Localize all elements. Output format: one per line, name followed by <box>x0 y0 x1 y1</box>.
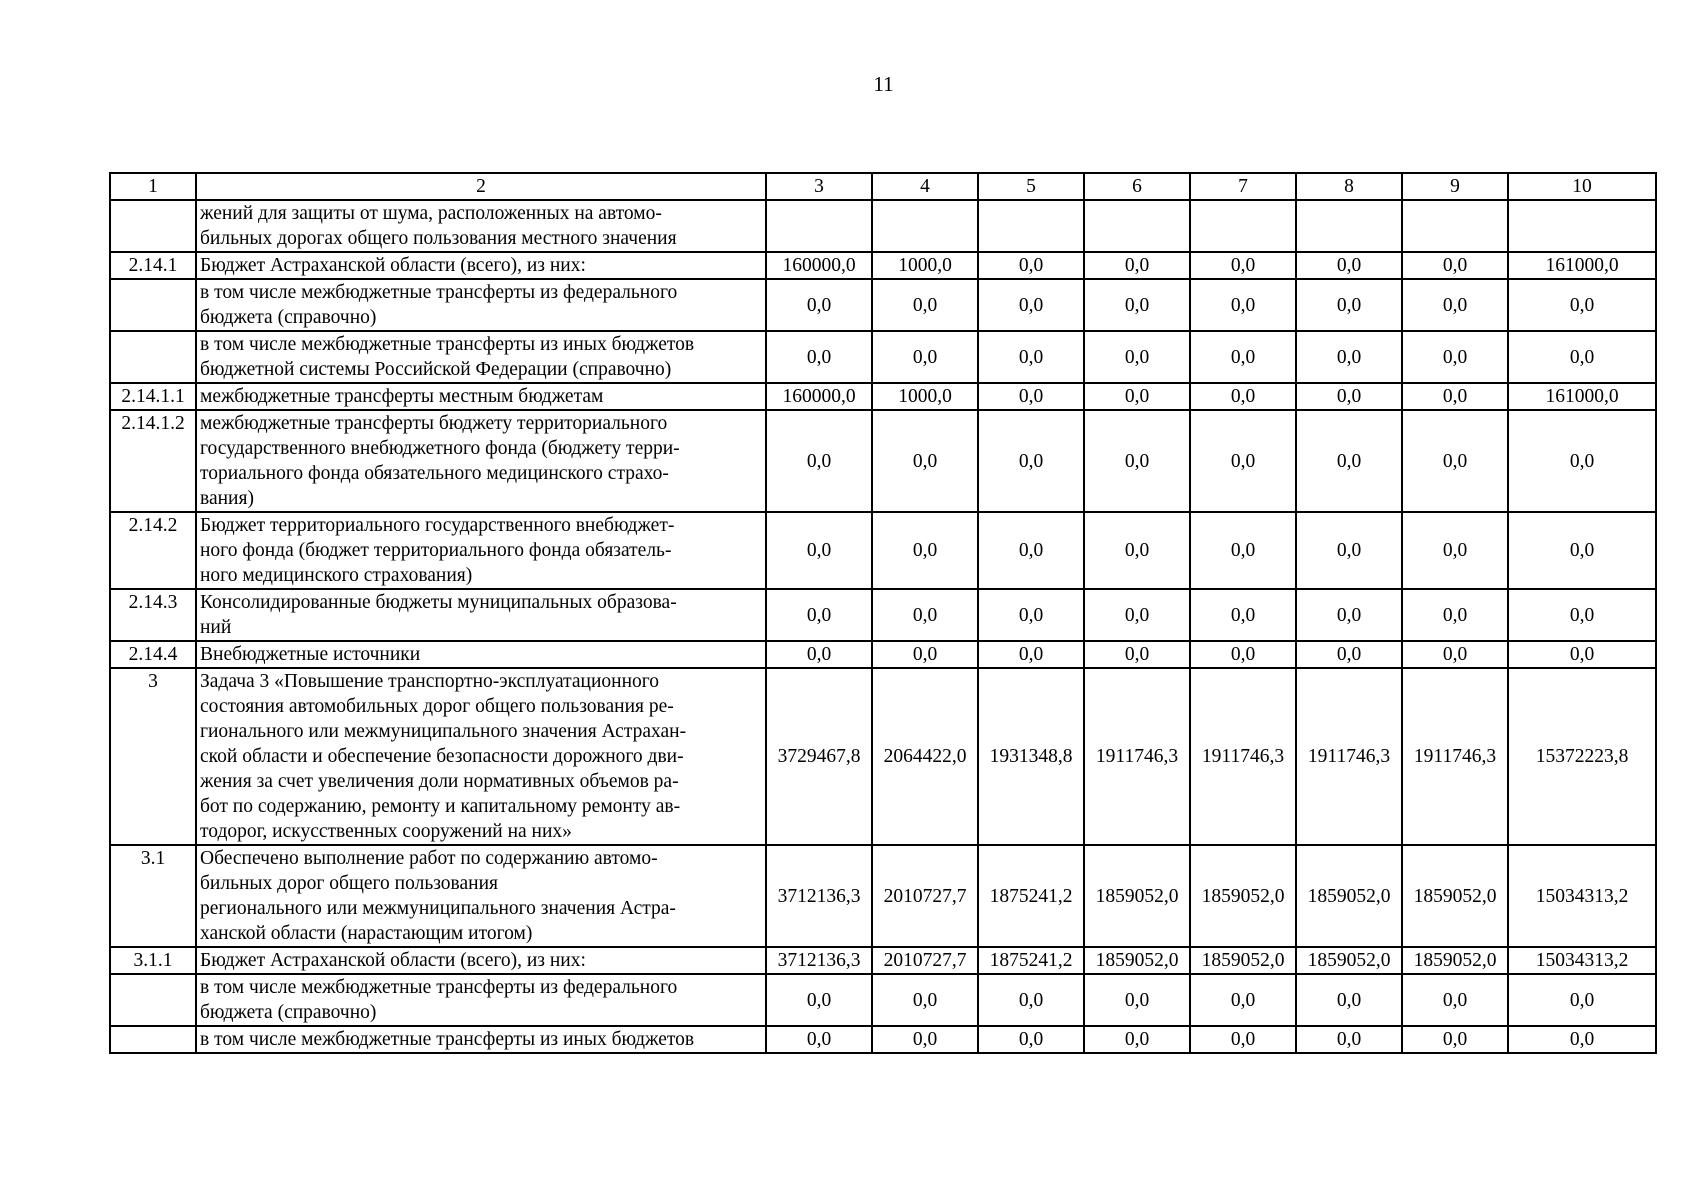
value-cell: 1875241,2 <box>978 947 1084 974</box>
value-cell: 0,0 <box>1296 641 1402 668</box>
value-cell: 1911746,3 <box>1190 668 1296 845</box>
table-row <box>110 641 1656 668</box>
description-line: Консолидированные бюджеты муниципальных образова- <box>200 592 677 613</box>
value-cell: 0,0 <box>978 512 1084 589</box>
value-cell: 0,0 <box>1190 410 1296 512</box>
value-cell: 15034313,2 <box>1508 845 1656 947</box>
value-cell: 3729467,8 <box>766 668 872 845</box>
value-cell: 0,0 <box>1402 641 1508 668</box>
value-cell: 160000,0 <box>766 383 872 410</box>
value-cell: 0,0 <box>1190 279 1296 331</box>
value-cell: 0,0 <box>1296 252 1402 279</box>
value-cell <box>1084 200 1190 252</box>
value-cell: 0,0 <box>1296 410 1402 512</box>
description-line: тодорог, искусственных сооружений на них» <box>200 821 572 842</box>
column-header: 10 <box>1508 173 1656 200</box>
value-cell: 0,0 <box>978 974 1084 1026</box>
description-line: в том числе межбюджетные трансферты из федерального <box>200 282 678 303</box>
value-cell: 0,0 <box>1402 331 1508 383</box>
value-cell: 0,0 <box>1190 974 1296 1026</box>
row-code: 2.14.1 <box>110 252 196 279</box>
value-cell: 0,0 <box>1190 589 1296 641</box>
value-cell: 1859052,0 <box>1402 845 1508 947</box>
value-cell: 1875241,2 <box>978 845 1084 947</box>
value-cell <box>872 200 978 252</box>
description-line: в том числе межбюджетные трансферты из иных бюджетов <box>200 1029 695 1050</box>
description-line: ханской области (нарастающим итогом) <box>200 923 533 944</box>
value-cell: 0,0 <box>1402 512 1508 589</box>
value-cell: 2010727,7 <box>872 947 978 974</box>
description-line: ного медицинского страхования) <box>200 565 473 586</box>
table-header-row <box>110 173 1656 200</box>
column-header: 7 <box>1190 173 1296 200</box>
value-cell: 3712136,3 <box>766 947 872 974</box>
row-description <box>196 252 766 279</box>
description-line: бюджетной системы Российской Федерации (справочно) <box>200 359 672 380</box>
value-cell: 0,0 <box>1190 1026 1296 1053</box>
value-cell: 160000,0 <box>766 252 872 279</box>
value-cell: 0,0 <box>766 410 872 512</box>
description-line: Обеспечено выполнение работ по содержанию автомо- <box>200 848 658 869</box>
value-cell: 0,0 <box>1084 1026 1190 1053</box>
value-cell: 0,0 <box>1508 589 1656 641</box>
value-cell: 0,0 <box>1190 641 1296 668</box>
description-line: ской области и обеспечение безопасности дорожного дви- <box>200 746 684 767</box>
description-line: бюджета (справочно) <box>200 1002 377 1023</box>
description-line: Внебюджетные источники <box>200 644 421 665</box>
value-cell: 0,0 <box>766 589 872 641</box>
value-cell <box>1508 200 1656 252</box>
value-cell: 15372223,8 <box>1508 668 1656 845</box>
value-cell: 0,0 <box>872 279 978 331</box>
value-cell: 1859052,0 <box>1296 845 1402 947</box>
row-code <box>110 279 196 331</box>
value-cell: 0,0 <box>766 331 872 383</box>
table-row <box>110 668 1656 845</box>
row-description <box>196 845 766 947</box>
value-cell: 0,0 <box>1296 279 1402 331</box>
value-cell: 0,0 <box>1508 410 1656 512</box>
value-cell: 0,0 <box>1084 641 1190 668</box>
table-row <box>110 1026 1656 1053</box>
column-header: 4 <box>872 173 978 200</box>
budget-table <box>109 172 1657 1054</box>
row-description <box>196 383 766 410</box>
description-line: ний <box>200 617 232 638</box>
row-description <box>196 947 766 974</box>
description-line: межбюджетные трансферты местным бюджетам <box>200 386 604 407</box>
value-cell: 0,0 <box>978 1026 1084 1053</box>
row-description <box>196 200 766 252</box>
value-cell: 0,0 <box>1402 589 1508 641</box>
value-cell: 0,0 <box>766 641 872 668</box>
row-code: 2.14.1.1 <box>110 383 196 410</box>
value-cell: 0,0 <box>1296 512 1402 589</box>
row-code: 2.14.3 <box>110 589 196 641</box>
table-row <box>110 279 1656 331</box>
description-line: межбюджетные трансферты бюджету территориального <box>200 413 668 434</box>
column-header: 3 <box>766 173 872 200</box>
row-code: 2.14.1.2 <box>110 410 196 512</box>
row-code <box>110 974 196 1026</box>
value-cell: 3712136,3 <box>766 845 872 947</box>
value-cell: 0,0 <box>978 279 1084 331</box>
value-cell: 0,0 <box>1296 974 1402 1026</box>
column-header: 5 <box>978 173 1084 200</box>
table-row <box>110 512 1656 589</box>
description-line: бильных дорог общего пользования <box>200 873 499 894</box>
value-cell: 0,0 <box>978 410 1084 512</box>
row-code <box>110 331 196 383</box>
value-cell: 0,0 <box>1508 512 1656 589</box>
table-row <box>110 331 1656 383</box>
value-cell <box>1296 200 1402 252</box>
row-code: 3 <box>110 668 196 845</box>
value-cell: 0,0 <box>1084 589 1190 641</box>
row-description <box>196 410 766 512</box>
value-cell: 0,0 <box>1296 589 1402 641</box>
value-cell: 161000,0 <box>1508 383 1656 410</box>
value-cell: 0,0 <box>1296 1026 1402 1053</box>
row-code <box>110 1026 196 1053</box>
value-cell: 0,0 <box>1508 1026 1656 1053</box>
value-cell: 0,0 <box>1402 279 1508 331</box>
value-cell: 0,0 <box>1084 331 1190 383</box>
table-row <box>110 200 1656 252</box>
description-line: бюджета (справочно) <box>200 307 377 328</box>
description-line: гионального или межмуниципального значения Астрахан- <box>200 721 687 742</box>
table-row <box>110 383 1656 410</box>
description-line: в том числе межбюджетные трансферты из федерального <box>200 977 678 998</box>
description-line: бильных дорогах общего пользования местного значения <box>200 228 677 249</box>
value-cell: 1931348,8 <box>978 668 1084 845</box>
row-code: 2.14.4 <box>110 641 196 668</box>
value-cell: 1911746,3 <box>1402 668 1508 845</box>
row-code <box>110 200 196 252</box>
description-line: государственного внебюджетного фонда (бюджету терри- <box>200 438 680 459</box>
value-cell: 2010727,7 <box>872 845 978 947</box>
value-cell: 1000,0 <box>872 383 978 410</box>
value-cell: 1911746,3 <box>1084 668 1190 845</box>
value-cell: 1859052,0 <box>1402 947 1508 974</box>
value-cell: 0,0 <box>1402 252 1508 279</box>
description-line: регионального или межмуниципального значения Астра- <box>200 898 676 919</box>
value-cell: 0,0 <box>1084 383 1190 410</box>
value-cell: 0,0 <box>1508 974 1656 1026</box>
value-cell: 0,0 <box>1190 383 1296 410</box>
value-cell: 0,0 <box>1190 331 1296 383</box>
column-header: 2 <box>196 173 766 200</box>
table-row <box>110 589 1656 641</box>
value-cell: 0,0 <box>872 641 978 668</box>
value-cell: 0,0 <box>978 641 1084 668</box>
value-cell: 0,0 <box>872 1026 978 1053</box>
description-line: ного фонда (бюджет территориального фонда обязатель- <box>200 540 672 561</box>
value-cell: 0,0 <box>1402 383 1508 410</box>
description-line: Бюджет Астраханской области (всего), из них: <box>200 255 586 276</box>
value-cell: 0,0 <box>1190 512 1296 589</box>
value-cell: 1911746,3 <box>1296 668 1402 845</box>
column-header: 9 <box>1402 173 1508 200</box>
description-line: состояния автомобильных дорог общего пользования ре- <box>200 696 674 717</box>
value-cell: 161000,0 <box>1508 252 1656 279</box>
column-header: 1 <box>110 173 196 200</box>
page-number: 11 <box>873 72 894 96</box>
value-cell: 1859052,0 <box>1084 947 1190 974</box>
description-line: вания) <box>200 488 254 509</box>
row-description <box>196 641 766 668</box>
row-description <box>196 974 766 1026</box>
table-body <box>110 200 1656 1053</box>
row-description <box>196 668 766 845</box>
value-cell: 0,0 <box>978 383 1084 410</box>
row-description <box>196 589 766 641</box>
value-cell: 0,0 <box>766 279 872 331</box>
row-code: 3.1 <box>110 845 196 947</box>
value-cell: 0,0 <box>1084 252 1190 279</box>
value-cell: 0,0 <box>1084 279 1190 331</box>
table-row <box>110 410 1656 512</box>
row-description <box>196 331 766 383</box>
value-cell: 0,0 <box>872 974 978 1026</box>
value-cell: 2064422,0 <box>872 668 978 845</box>
value-cell: 15034313,2 <box>1508 947 1656 974</box>
value-cell: 0,0 <box>872 589 978 641</box>
value-cell: 1859052,0 <box>1296 947 1402 974</box>
value-cell <box>978 200 1084 252</box>
description-line: ториального фонда обязательного медицинского страхо- <box>200 463 669 484</box>
value-cell: 0,0 <box>1084 410 1190 512</box>
value-cell: 0,0 <box>1190 252 1296 279</box>
value-cell: 0,0 <box>978 331 1084 383</box>
description-line: Бюджет Астраханской области (всего), из них: <box>200 950 586 971</box>
row-description <box>196 279 766 331</box>
column-header: 6 <box>1084 173 1190 200</box>
value-cell: 0,0 <box>1296 383 1402 410</box>
value-cell: 0,0 <box>1402 1026 1508 1053</box>
value-cell: 0,0 <box>1296 331 1402 383</box>
table-row <box>110 252 1656 279</box>
value-cell <box>766 200 872 252</box>
description-line: жений для защиты от шума, расположенных на автомо- <box>200 203 662 224</box>
value-cell: 0,0 <box>1084 974 1190 1026</box>
value-cell <box>1402 200 1508 252</box>
value-cell: 0,0 <box>872 331 978 383</box>
value-cell: 1859052,0 <box>1190 947 1296 974</box>
row-code: 3.1.1 <box>110 947 196 974</box>
value-cell: 0,0 <box>1402 974 1508 1026</box>
value-cell <box>1190 200 1296 252</box>
value-cell: 0,0 <box>1508 279 1656 331</box>
value-cell: 0,0 <box>766 974 872 1026</box>
table-row <box>110 947 1656 974</box>
description-line: в том числе межбюджетные трансферты из иных бюджетов <box>200 334 695 355</box>
value-cell: 0,0 <box>978 589 1084 641</box>
value-cell: 0,0 <box>1508 331 1656 383</box>
description-line: Задача 3 «Повышение транспортно-эксплуатационного <box>200 671 660 692</box>
value-cell: 1859052,0 <box>1084 845 1190 947</box>
value-cell: 0,0 <box>1084 512 1190 589</box>
row-description <box>196 1026 766 1053</box>
row-code: 2.14.2 <box>110 512 196 589</box>
description-line: бот по содержанию, ремонту и капитальному ремонту ав- <box>200 796 681 817</box>
value-cell: 0,0 <box>766 1026 872 1053</box>
column-header: 8 <box>1296 173 1402 200</box>
value-cell: 0,0 <box>1402 410 1508 512</box>
description-line: жения за счет увеличения доли нормативных объемов ра- <box>200 771 679 792</box>
value-cell: 0,0 <box>872 410 978 512</box>
row-description <box>196 512 766 589</box>
value-cell: 0,0 <box>1508 641 1656 668</box>
value-cell: 1859052,0 <box>1190 845 1296 947</box>
value-cell: 0,0 <box>872 512 978 589</box>
value-cell: 0,0 <box>766 512 872 589</box>
table-row <box>110 845 1656 947</box>
table-row <box>110 974 1656 1026</box>
description-line: Бюджет территориального государственного внебюджет- <box>200 515 675 536</box>
value-cell: 0,0 <box>978 252 1084 279</box>
value-cell: 1000,0 <box>872 252 978 279</box>
